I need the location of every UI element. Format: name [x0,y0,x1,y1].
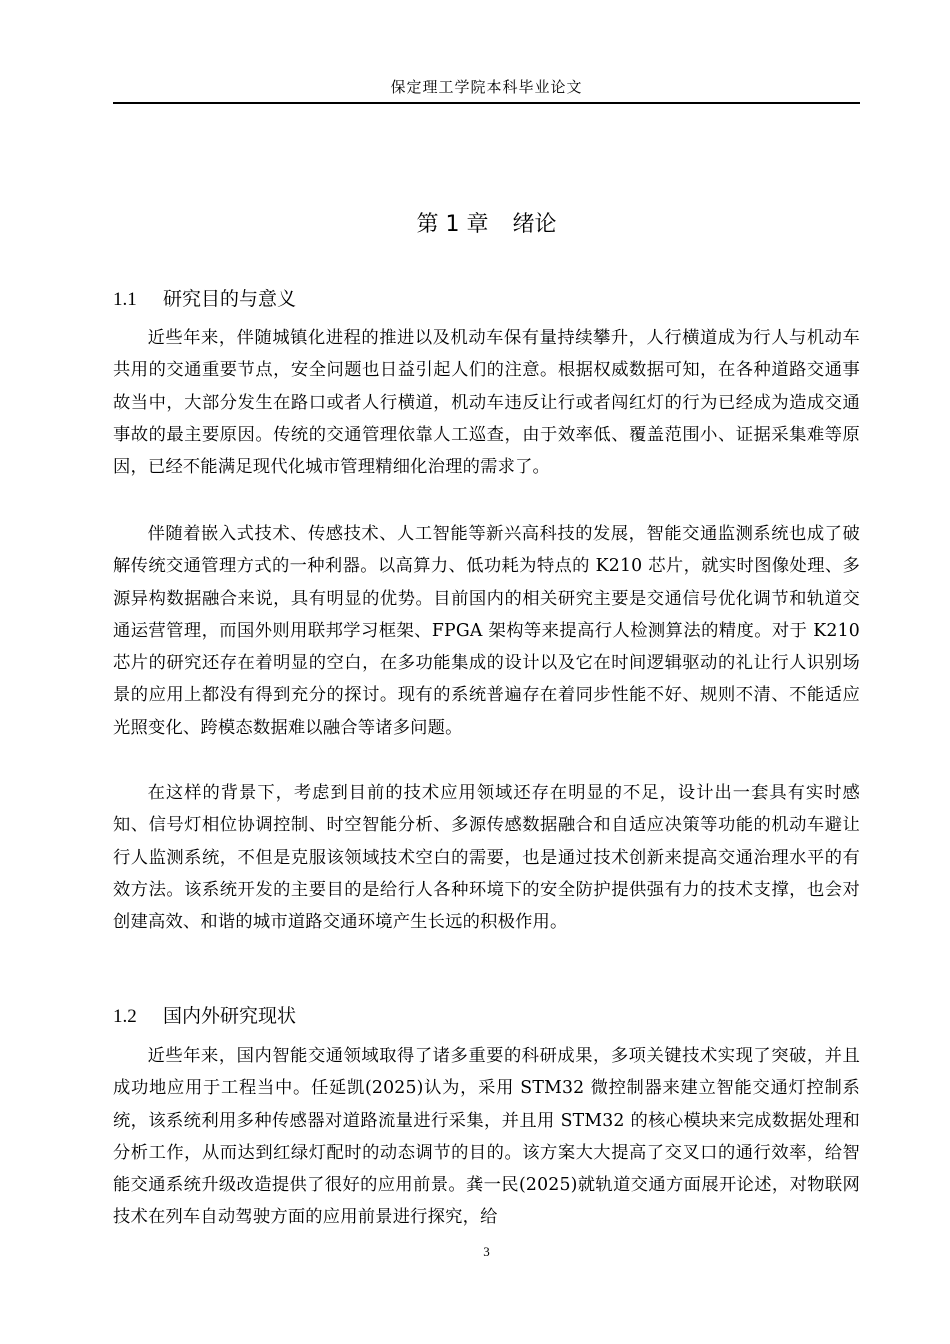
section-number: 1.1 [113,289,137,310]
chapter-number: 第 1 章 [416,212,489,237]
body-paragraph: 伴随着嵌入式技术、传感技术、人工智能等新兴高科技的发展，智能交通监测系统也成了破解传统交通管理方式的一种利器。以高算力、低功耗为特点的 K210 芯片，就实时图像处理、多源异构数据融合来说，具有明显的优势。目前国内的相关研究主要是交通信号优化调节和轨道交通运营管理，而国外则用联邦学习框架、FPGA 架构等来提高行人检测算法的精度。对于 K210 芯片的研究还存在着明显的空白，在多功能集成的设计以及它在时间逻辑驱动的礼让行人识别场景的应用上都没有得到充分的探讨。现有的系统普遍存在着同步性能不好、规则不清、不能适应光照变化、跨模态数据难以融合等诸多问题。 [113,524,860,738]
section-title-text: 研究目的与意义 [163,288,297,310]
body-paragraph: 近些年来，伴随城镇化进程的推进以及机动车保有量持续攀升，人行横道成为行人与机动车共用的交通重要节点，安全问题也日益引起人们的注意。根据权威数据可知，在各种道路交通事故当中，大部分发生在路口或者人行横道，机动车违反让行或者闯红灯的行为已经成为造成交通事故的最主要原因。传统的交通管理依靠人工巡查，由于效率低、覆盖范围小、证据采集难等原因，已经不能满足现代化城市管理精细化治理的需求了。 [113,328,860,478]
chapter-name: 绪论 [512,212,557,237]
section-heading [113,1001,860,1032]
section-heading [113,284,860,315]
section-title-text: 国内外研究现状 [163,1005,297,1027]
running-header: 保定理工学院本科毕业论文 [113,74,860,104]
page-number: 3 [483,1244,490,1259]
body-paragraph: 在这样的背景下，考虑到目前的技术应用领域还存在明显的不足，设计出一套具有实时感知、信号灯相位协调控制、时空智能分析、多源传感数据融合和自适应决策等功能的机动车避让行人监测系统，不但是克服该领域技术空白的需要，也是通过技术创新来提高交通治理水平的有效方法。该系统开发的主要目的是给行人各种环境下的安全防护提供强有力的技术支撑，也会对创建高效、和谐的城市道路交通环境产生长远的积极作用。 [113,783,860,933]
body-paragraph: 近些年来，国内智能交通领域取得了诸多重要的科研成果，多项关键技术实现了突破，并且成功地应用于工程当中。任延凯(2025)认为，采用 STM32 微控制器来建立智能交通灯控制系统，该系统利用多种传感器对道路流量进行采集，并且用 STM32 的核心模块来完成数据处理和分析工作，从而达到红绿灯配时的动态调节的目的。该方案大大提高了交叉口的通行效率，给智能交通系统升级改造提供了很好的应用前景。龚一民(2025)就轨道交通方面展开论述，对物联网技术在列车自动驾驶方面的应用前景进行探究，给 [113,1046,860,1228]
section-number: 1.2 [113,1006,137,1027]
chapter-title [113,209,860,241]
